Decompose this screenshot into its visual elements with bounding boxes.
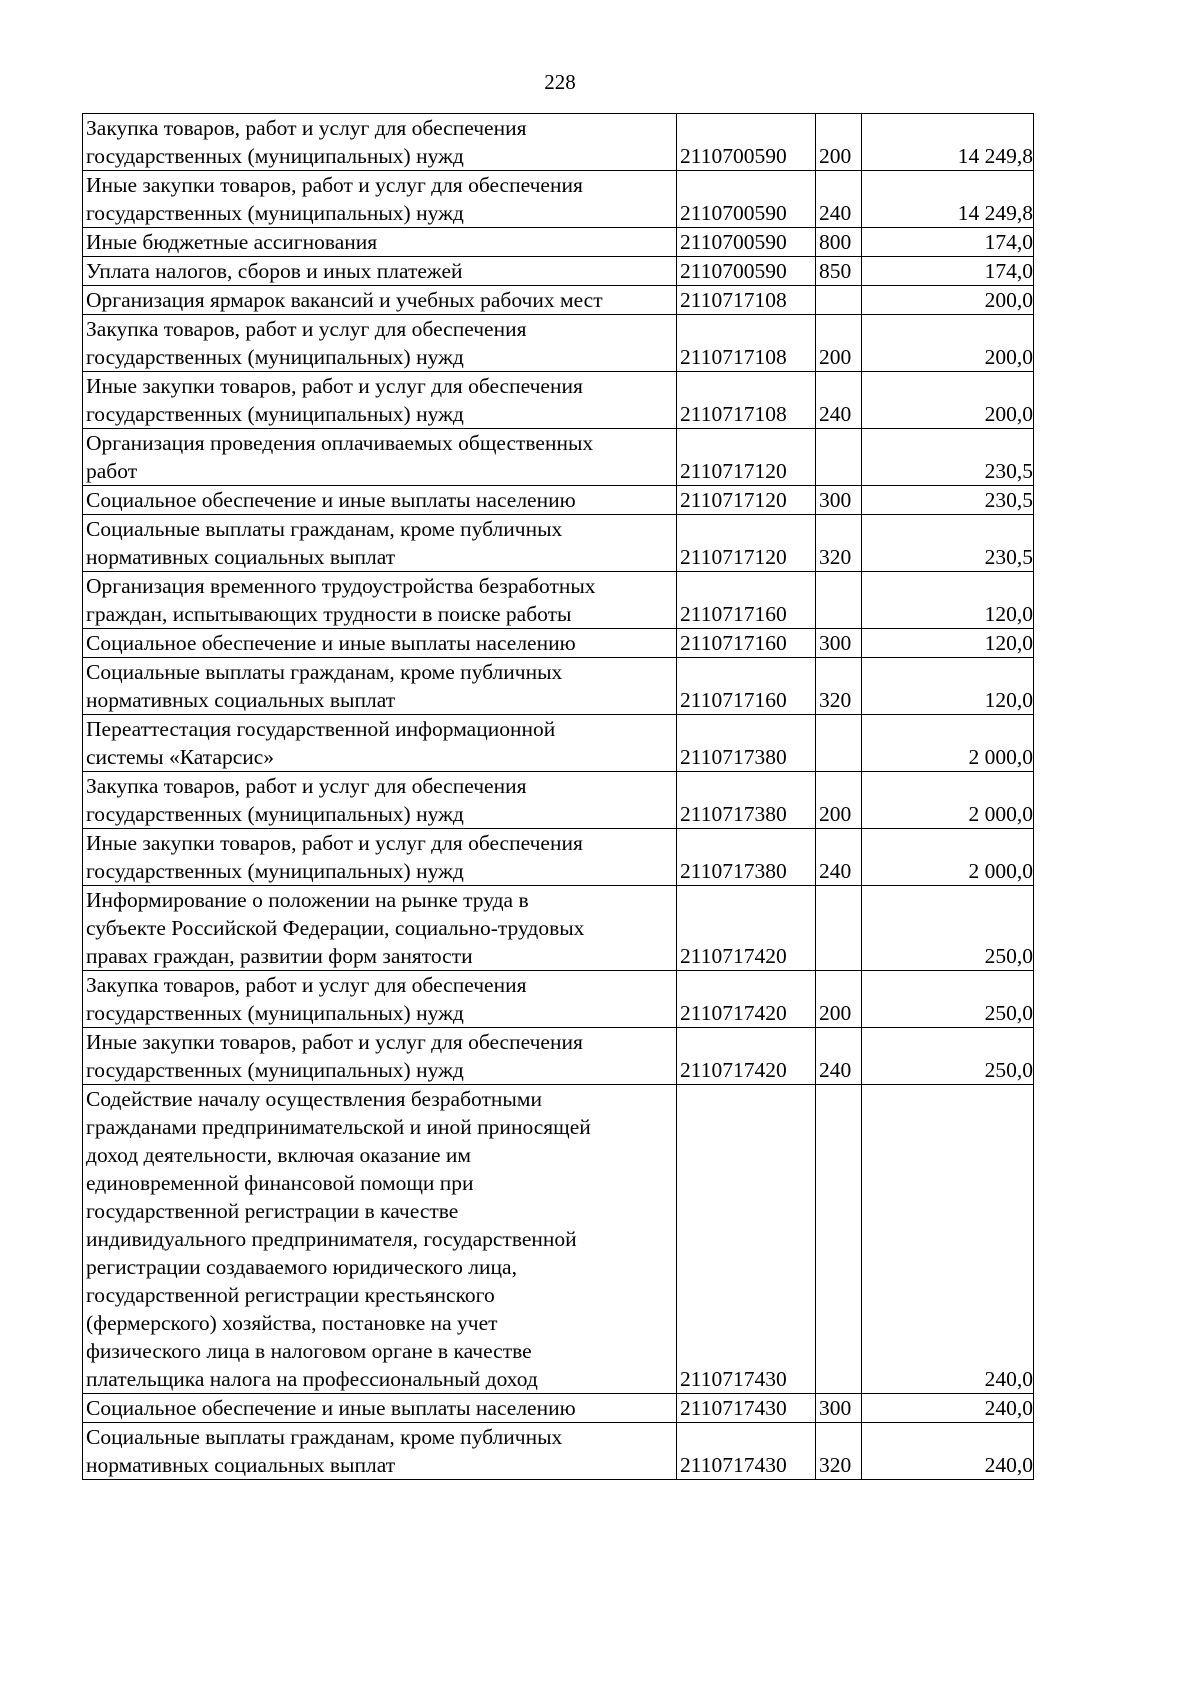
expense-kind-code-cell xyxy=(816,429,862,486)
amount-cell: 200,0 xyxy=(862,286,1034,315)
amount-cell: 120,0 xyxy=(862,572,1034,629)
table-row xyxy=(83,1085,1034,1394)
target-article-code-cell: 2110717120 xyxy=(677,515,816,572)
expense-name-cell: Организация ярмарок вакансий и учебных рабочих мест xyxy=(83,286,677,315)
amount-cell: 250,0 xyxy=(862,971,1034,1028)
expense-name-cell: Социальные выплаты гражданам, кроме публичных нормативных социальных выплат xyxy=(83,658,677,715)
target-article-code-cell: 2110717430 xyxy=(677,1423,816,1480)
expense-name-cell: Организация проведения оплачиваемых общественных работ xyxy=(83,429,677,486)
amount-cell: 200,0 xyxy=(862,372,1034,429)
amount-cell: 2 000,0 xyxy=(862,715,1034,772)
table-row xyxy=(83,1394,1034,1423)
table-row xyxy=(83,572,1034,629)
target-article-code-cell: 2110717420 xyxy=(677,971,816,1028)
expense-name-cell: Социальное обеспечение и иные выплаты населению xyxy=(83,629,677,658)
expense-kind-code-cell: 800 xyxy=(816,228,862,257)
expense-name-cell: Социальные выплаты гражданам, кроме публичных нормативных социальных выплат xyxy=(83,1423,677,1480)
page-number: 228 xyxy=(544,70,576,94)
expense-kind-code-cell xyxy=(816,286,862,315)
target-article-code-cell: 2110700590 xyxy=(677,171,816,228)
expense-name-cell: Содействие началу осуществления безработными гражданами предпринимательской и иной приносящей доход деятельности, включая оказание им единовременной финансовой помощи при государственной регистрации в качестве индивидуального предпринимателя, государственной регистрации создаваемого юридического лица, государственной регистрации крестьянского (фермерского) хозяйства, постановке на учет физического лица в налоговом органе в качестве плательщика налога на профессиональный доход xyxy=(83,1085,677,1394)
target-article-code-cell: 2110717380 xyxy=(677,715,816,772)
table-row xyxy=(83,286,1034,315)
expense-name-cell: Иные бюджетные ассигнования xyxy=(83,228,677,257)
table-row xyxy=(83,486,1034,515)
table-row xyxy=(83,315,1034,372)
expense-kind-code-cell: 240 xyxy=(816,171,862,228)
target-article-code-cell: 2110717108 xyxy=(677,372,816,429)
expense-kind-code-cell: 300 xyxy=(816,629,862,658)
target-article-code-cell: 2110717108 xyxy=(677,286,816,315)
table-row xyxy=(83,228,1034,257)
amount-cell: 14 249,8 xyxy=(862,114,1034,171)
expense-kind-code-cell: 240 xyxy=(816,829,862,886)
expense-kind-code-cell: 200 xyxy=(816,315,862,372)
target-article-code-cell: 2110717430 xyxy=(677,1085,816,1394)
expense-kind-code-cell: 320 xyxy=(816,1423,862,1480)
expense-kind-code-cell: 240 xyxy=(816,372,862,429)
target-article-code-cell: 2110717380 xyxy=(677,829,816,886)
expense-kind-code-cell: 850 xyxy=(816,257,862,286)
amount-cell: 120,0 xyxy=(862,629,1034,658)
expense-name-cell: Иные закупки товаров, работ и услуг для обеспечения государственных (муниципальных) нужд xyxy=(83,1028,677,1085)
amount-cell: 250,0 xyxy=(862,886,1034,971)
target-article-code-cell: 2110717420 xyxy=(677,886,816,971)
expense-name-cell: Закупка товаров, работ и услуг для обеспечения государственных (муниципальных) нужд xyxy=(83,315,677,372)
table-row xyxy=(83,1423,1034,1480)
expense-name-cell: Уплата налогов, сборов и иных платежей xyxy=(83,257,677,286)
amount-cell: 230,5 xyxy=(862,429,1034,486)
target-article-code-cell: 2110717430 xyxy=(677,1394,816,1423)
expense-kind-code-cell: 200 xyxy=(816,772,862,829)
expense-kind-code-cell: 320 xyxy=(816,658,862,715)
target-article-code-cell: 2110717108 xyxy=(677,315,816,372)
amount-cell: 230,5 xyxy=(862,486,1034,515)
table-row xyxy=(83,171,1034,228)
expense-name-cell: Закупка товаров, работ и услуг для обеспечения государственных (муниципальных) нужд xyxy=(83,971,677,1028)
amount-cell: 200,0 xyxy=(862,315,1034,372)
table-row xyxy=(83,971,1034,1028)
amount-cell: 14 249,8 xyxy=(862,171,1034,228)
target-article-code-cell: 2110717380 xyxy=(677,772,816,829)
table-row xyxy=(83,658,1034,715)
table-row xyxy=(83,1028,1034,1085)
table-row xyxy=(83,629,1034,658)
amount-cell: 174,0 xyxy=(862,257,1034,286)
expense-name-cell: Закупка товаров, работ и услуг для обеспечения государственных (муниципальных) нужд xyxy=(83,772,677,829)
amount-cell: 250,0 xyxy=(862,1028,1034,1085)
amount-cell: 230,5 xyxy=(862,515,1034,572)
expense-kind-code-cell: 300 xyxy=(816,1394,862,1423)
expense-name-cell: Иные закупки товаров, работ и услуг для обеспечения государственных (муниципальных) нужд xyxy=(83,829,677,886)
expense-kind-code-cell: 320 xyxy=(816,515,862,572)
amount-cell: 120,0 xyxy=(862,658,1034,715)
table-row xyxy=(83,429,1034,486)
target-article-code-cell: 2110717160 xyxy=(677,629,816,658)
expense-kind-code-cell: 200 xyxy=(816,114,862,171)
table-row xyxy=(83,715,1034,772)
amount-cell: 240,0 xyxy=(862,1394,1034,1423)
table-row xyxy=(83,515,1034,572)
target-article-code-cell: 2110717420 xyxy=(677,1028,816,1085)
amount-cell: 2 000,0 xyxy=(862,772,1034,829)
target-article-code-cell: 2110717160 xyxy=(677,658,816,715)
target-article-code-cell: 2110700590 xyxy=(677,257,816,286)
table-row xyxy=(83,829,1034,886)
table-row xyxy=(83,886,1034,971)
expense-kind-code-cell xyxy=(816,886,862,971)
expense-name-cell: Социальное обеспечение и иные выплаты населению xyxy=(83,1394,677,1423)
expense-kind-code-cell: 200 xyxy=(816,971,862,1028)
expense-name-cell: Информирование о положении на рынке труда в субъекте Российской Федерации, социально-трудовых правах граждан, развитии форм занятости xyxy=(83,886,677,971)
target-article-code-cell: 2110717120 xyxy=(677,486,816,515)
table-row xyxy=(83,114,1034,171)
budget-table-body xyxy=(83,114,1034,1480)
amount-cell: 174,0 xyxy=(862,228,1034,257)
amount-cell: 240,0 xyxy=(862,1085,1034,1394)
table-row xyxy=(83,772,1034,829)
target-article-code-cell: 2110717160 xyxy=(677,572,816,629)
expense-kind-code-cell xyxy=(816,572,862,629)
expense-name-cell: Социальные выплаты гражданам, кроме публичных нормативных социальных выплат xyxy=(83,515,677,572)
expense-kind-code-cell xyxy=(816,715,862,772)
budget-table xyxy=(82,113,1034,1480)
expense-name-cell: Организация временного трудоустройства безработных граждан, испытывающих трудности в поиске работы xyxy=(83,572,677,629)
expense-name-cell: Иные закупки товаров, работ и услуг для обеспечения государственных (муниципальных) нужд xyxy=(83,372,677,429)
expense-kind-code-cell: 300 xyxy=(816,486,862,515)
target-article-code-cell: 2110717120 xyxy=(677,429,816,486)
expense-kind-code-cell: 240 xyxy=(816,1028,862,1085)
expense-name-cell: Социальное обеспечение и иные выплаты населению xyxy=(83,486,677,515)
expense-name-cell: Закупка товаров, работ и услуг для обеспечения государственных (муниципальных) нужд xyxy=(83,114,677,171)
target-article-code-cell: 2110700590 xyxy=(677,228,816,257)
amount-cell: 2 000,0 xyxy=(862,829,1034,886)
amount-cell: 240,0 xyxy=(862,1423,1034,1480)
expense-kind-code-cell xyxy=(816,1085,862,1394)
table-row xyxy=(83,257,1034,286)
target-article-code-cell: 2110700590 xyxy=(677,114,816,171)
table-row xyxy=(83,372,1034,429)
expense-name-cell: Иные закупки товаров, работ и услуг для обеспечения государственных (муниципальных) нужд xyxy=(83,171,677,228)
expense-name-cell: Переаттестация государственной информационной системы «Катарсис» xyxy=(83,715,677,772)
